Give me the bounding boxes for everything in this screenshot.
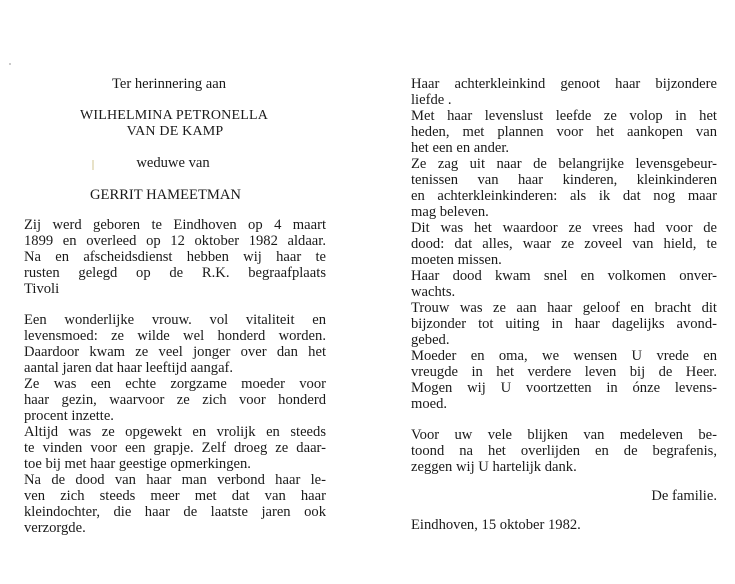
text-line: te vinden voor een grapje. Zelf droeg ze daar- <box>24 440 326 456</box>
text-line: Daardoor kwam ze veel jonger over dan het <box>24 344 326 360</box>
text-line: haar gezin, waarvoor ze zich voor honderd <box>24 392 326 408</box>
text-line: 1899 en overleed op 12 oktober 1982 aldaar. <box>24 233 326 249</box>
text-line: ven zich steeds meer met dat van haar <box>24 488 326 504</box>
right-column <box>411 76 717 533</box>
paragraph-thanks <box>411 427 717 475</box>
text-line: vreugde in het verdere leven bij de Heer. <box>411 364 717 380</box>
text-line: tenissen van haar kinderen, kleinkinderen <box>411 172 717 188</box>
text-line: Haar dood kwam snel en volkomen onver- <box>411 268 717 284</box>
text-line: moeten missen. <box>411 252 502 268</box>
speck <box>9 63 11 65</box>
text-line: Mogen wij U voortzetten in ónze levens- <box>411 380 717 396</box>
text-line: zeggen wij U hartelijk dank. <box>411 459 577 475</box>
text-line: Altijd was ze opgewekt en vrolijk en steeds <box>24 424 326 440</box>
text-line: toe bij met haar geestige opmerkingen. <box>24 456 251 472</box>
text-line: het een en ander. <box>411 140 510 156</box>
deceased-name-line1: WILHELMINA PETRONELLA <box>79 108 269 123</box>
text-line: levensmoed: ze wilde wel honderd worden. <box>24 328 326 344</box>
place-date: Eindhoven, 15 oktober 1982. <box>411 517 581 533</box>
text-line: toond na het overlijden en de begrafenis, <box>411 443 717 459</box>
text-line: Moeder en oma, we wensen U vrede en <box>411 348 717 364</box>
text-line: gebed. <box>411 332 450 348</box>
text-line: Na en afscheidsdienst hebben wij haar te <box>24 249 326 265</box>
spouse-name: GERRIT HAMEETMAN <box>90 187 241 203</box>
text-line: Na de dood van haar man verbond haar le- <box>24 472 326 488</box>
text-line: heden, met plannen voor het aankopen van <box>411 124 717 140</box>
left-column <box>24 76 326 536</box>
paragraph-life <box>24 217 326 297</box>
text-line: Voor uw vele blijken van medeleven be- <box>411 427 717 443</box>
text-line: Ze zag uit naar de belangrijke levensgebeur- <box>411 156 717 172</box>
text-line: kleindochter, die haar de laatste jaren ook <box>24 504 326 520</box>
text-line: mag beleven. <box>411 204 489 220</box>
text-line: Een wonderlijke vrouw. vol vitaliteit en <box>24 312 326 328</box>
text-line: rusten gelegd op de R.K. begraafplaats <box>24 265 326 281</box>
text-line: Ze was een echte zorgzame moeder voor <box>24 376 326 392</box>
paragraph-character <box>24 312 326 536</box>
text-line: Haar achterkleinkind genoot haar bijzondere <box>411 76 717 92</box>
text-line: Trouw was ze aan haar geloof en bracht dit <box>411 300 717 316</box>
text-line: aantal jaren dat haar leeftijd aangaf. <box>24 360 234 376</box>
text-line: wachts. <box>411 284 456 300</box>
text-line: verzorgde. <box>24 520 86 536</box>
text-line: Met haar levenslust leefde ze volop in het <box>411 108 717 124</box>
heading: Ter herinnering aan <box>112 76 227 92</box>
text-line: dood: dat alles, waar ze zoveel van hield, te <box>411 236 717 252</box>
text-line: en achterkleinkinderen: als ik dat nog maar <box>411 188 717 204</box>
text-line: liefde . <box>411 92 452 108</box>
text-line: procent inzette. <box>24 408 114 424</box>
text-line: Tivoli <box>24 281 60 297</box>
paragraph-family <box>411 76 717 412</box>
text-line: moed. <box>411 396 448 412</box>
relation: weduwe van <box>136 155 210 171</box>
deceased-name-line2: VAN DE KAMP <box>126 124 224 139</box>
text-line: Zij werd geboren te Eindhoven op 4 maart <box>24 217 326 233</box>
text-line: bijzonder tot uiting in haar dagelijks avond- <box>411 316 717 332</box>
text-line: Dit was het waardoor ze vrees had voor de <box>411 220 717 236</box>
signature: De familie. <box>651 488 717 504</box>
